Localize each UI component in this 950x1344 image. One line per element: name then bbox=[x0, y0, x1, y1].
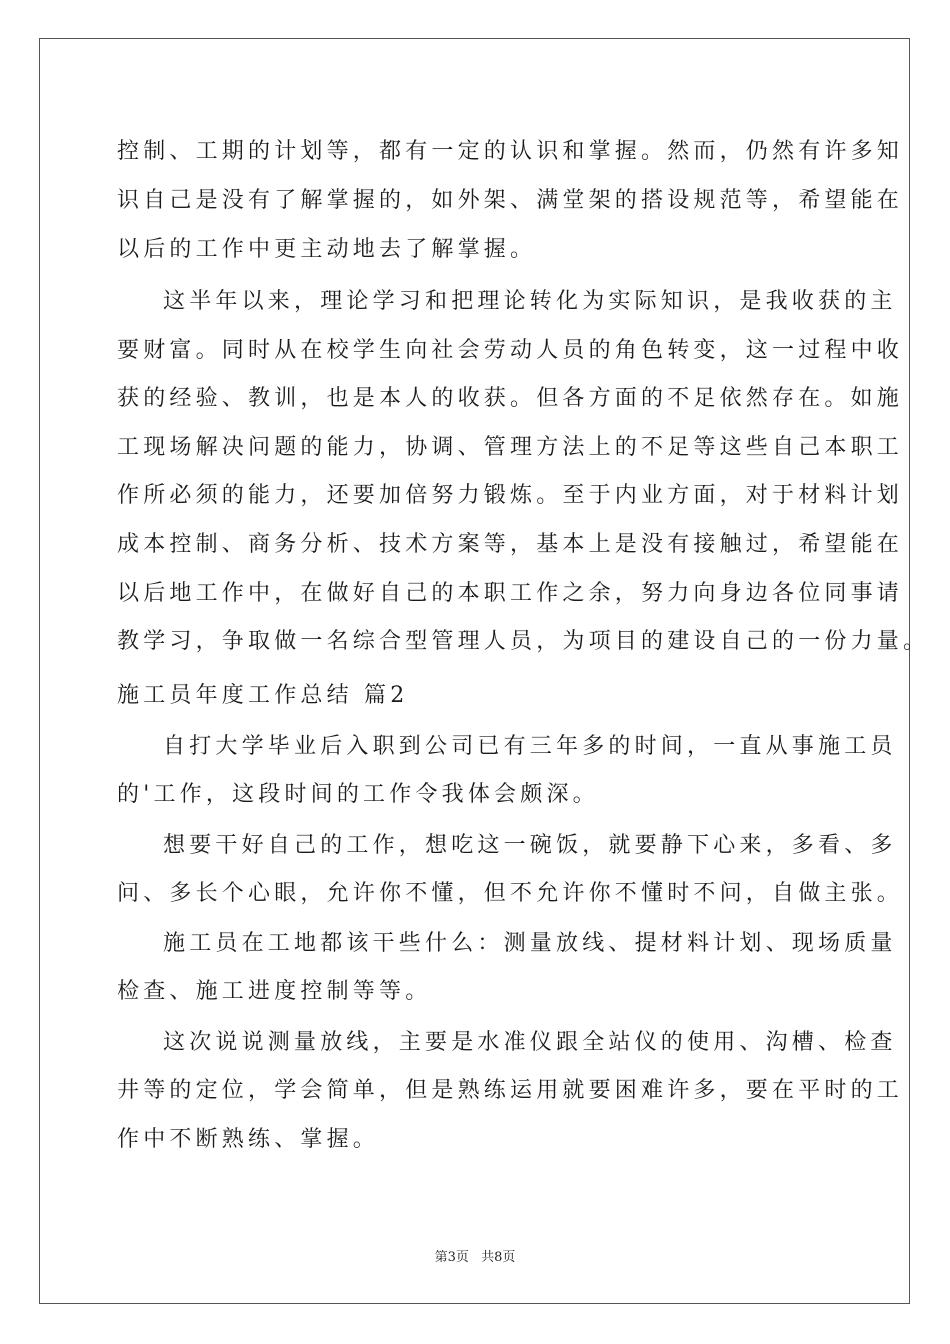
page-footer bbox=[0, 1246, 950, 1265]
paragraph-line: 问、多长个心眼，允许你不懂，但不允许你不懂时不问，自做主张。 bbox=[117, 881, 904, 906]
paragraph-line: 井等的定位，学会简单，但是熟练运用就要困难许多，要在平时的工 bbox=[117, 1078, 904, 1103]
page-border bbox=[39, 38, 910, 1304]
paragraph-line: 获的经验、教训，也是本人的收获。但各方面的不足依然存在。如施 bbox=[117, 386, 904, 411]
paragraph-line: 控制、工期的计划等，都有一定的认识和掌握。然而，仍然有许多知 bbox=[117, 139, 904, 164]
paragraph-line: 检查、施工进度控制等等。 bbox=[117, 979, 432, 1004]
paragraph-line: 教学习，争取做一名综合型管理人员，为项目的建设自己的一份力量。 bbox=[117, 629, 930, 654]
paragraph-line: 以后的工作中更主动地去了解掌握。 bbox=[117, 237, 537, 262]
paragraph-line: 想要干好自己的工作，想吃这一碗饭，就要静下心来，多看、多 bbox=[163, 833, 897, 858]
paragraph-line: 的'工作，这段时间的工作令我体会颇深。 bbox=[117, 782, 599, 807]
section-heading: 施工员年度工作总结 篇2 bbox=[117, 683, 409, 708]
paragraph-line: 作中不断熟练、掌握。 bbox=[117, 1127, 380, 1152]
paragraph-line: 工现场解决问题的能力，协调、管理方法上的不足等这些自己本职工 bbox=[117, 435, 904, 460]
paragraph-line: 成本控制、商务分析、技术方案等，基本上是没有接触过，希望能在 bbox=[117, 532, 904, 557]
paragraph-line: 这半年以来，理论学习和把理论转化为实际知识，是我收获的主 bbox=[163, 289, 897, 314]
page-number: 第3页 bbox=[434, 1250, 469, 1265]
paragraph-line: 自打大学毕业后入职到公司已有三年多的时间，一直从事施工员 bbox=[163, 734, 897, 759]
paragraph-line: 施工员在工地都该干些什么：测量放线、提材料计划、现场质量 bbox=[163, 931, 897, 956]
paragraph-line: 作所必须的能力，还要加倍努力锻炼。至于内业方面，对于材料计划 bbox=[117, 483, 904, 508]
paragraph-line: 以后地工作中，在做好自己的本职工作之余，努力向身边各位同事请 bbox=[117, 581, 904, 606]
paragraph-line: 识自己是没有了解掌握的，如外架、满堂架的搭设规范等，希望能在 bbox=[117, 188, 904, 213]
paragraph-line: 这次说说测量放线，主要是水准仪跟全站仪的使用、沟槽、检查 bbox=[163, 1030, 897, 1055]
page-total: 共8页 bbox=[481, 1250, 516, 1265]
paragraph-line: 要财富。同时从在校学生向社会劳动人员的角色转变，这一过程中收 bbox=[117, 338, 904, 363]
